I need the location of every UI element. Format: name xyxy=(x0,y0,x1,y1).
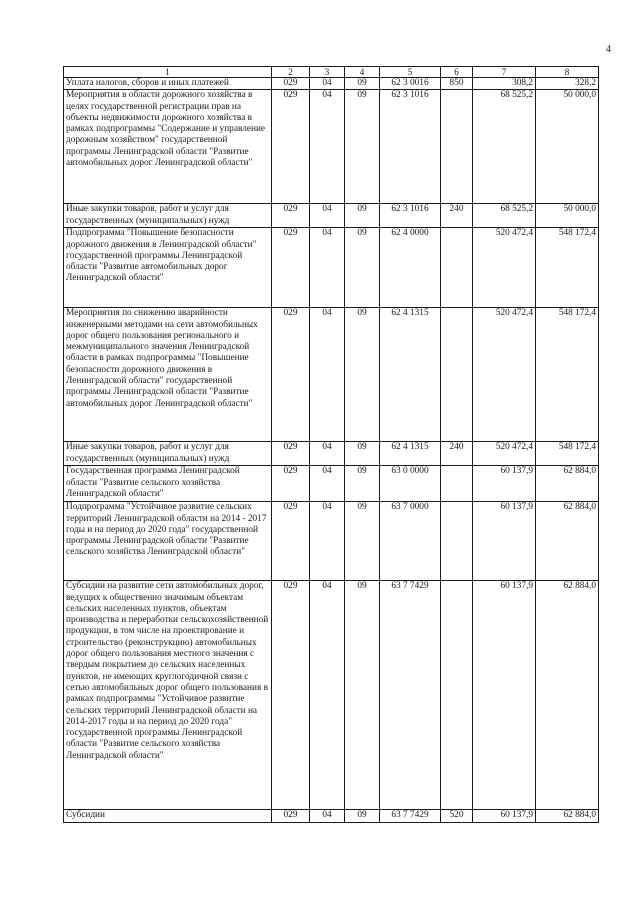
amount-2017: 328,2 xyxy=(536,78,599,90)
subsection-code: 09 xyxy=(345,228,380,308)
amount-2016: 68 525,2 xyxy=(473,90,536,204)
section-code: 04 xyxy=(310,581,345,810)
admin-code: 029 xyxy=(272,308,310,442)
target-code: 63 7 7429 xyxy=(380,810,441,823)
section-code: 04 xyxy=(310,78,345,90)
amount-2016: 520 472,4 xyxy=(473,308,536,442)
target-code: 63 7 7429 xyxy=(380,581,441,810)
column-header: 6 xyxy=(441,67,473,78)
subsection-code: 09 xyxy=(345,502,380,581)
column-number-row xyxy=(64,67,599,78)
table-row xyxy=(64,308,599,442)
row-name: Иные закупки товаров, работ и услуг для государственных (муниципальных) нужд xyxy=(64,204,272,228)
amount-2016: 68 525,2 xyxy=(473,204,536,228)
amount-2016: 308,2 xyxy=(473,78,536,90)
row-name: Мероприятия в области дорожного хозяйства в целях государственной регистрации прав на объекты недвижимости дорожного хозяйства в рамках подпрограммы "Содержание и управление дорожным хозяйством" государственной программы Ленинградской области "Развитие автомобильных дорог Ленинградской области" xyxy=(64,90,272,204)
column-header: 2 xyxy=(272,67,310,78)
amount-2016: 60 137,9 xyxy=(473,502,536,581)
subsection-code: 09 xyxy=(345,810,380,823)
row-name: Иные закупки товаров, работ и услуг для государственных (муниципальных) нужд xyxy=(64,442,272,466)
admin-code: 029 xyxy=(272,90,310,204)
section-code: 04 xyxy=(310,442,345,466)
expense-type-code: 240 xyxy=(441,442,473,466)
section-code: 04 xyxy=(310,204,345,228)
amount-2017: 548 172,4 xyxy=(536,228,599,308)
admin-code: 029 xyxy=(272,810,310,823)
admin-code: 029 xyxy=(272,204,310,228)
expense-type-code: 850 xyxy=(441,78,473,90)
column-header: 3 xyxy=(310,67,345,78)
amount-2017: 62 884,0 xyxy=(536,810,599,823)
admin-code: 029 xyxy=(272,442,310,466)
target-code: 62 3 1016 xyxy=(380,204,441,228)
table-row xyxy=(64,581,599,810)
target-code: 62 3 0016 xyxy=(380,78,441,90)
admin-code: 029 xyxy=(272,78,310,90)
expense-type-code xyxy=(441,466,473,502)
expense-type-code xyxy=(441,581,473,810)
row-name: Государственная программа Ленинградской области "Развитие сельского хозяйства Ленинградской области" xyxy=(64,466,272,502)
subsection-code: 09 xyxy=(345,90,380,204)
amount-2016: 60 137,9 xyxy=(473,581,536,810)
section-code: 04 xyxy=(310,466,345,502)
target-code: 62 4 1315 xyxy=(380,308,441,442)
target-code: 63 7 0000 xyxy=(380,502,441,581)
amount-2017: 548 172,4 xyxy=(536,308,599,442)
section-code: 04 xyxy=(310,90,345,204)
subsection-code: 09 xyxy=(345,308,380,442)
row-name: Подпрограмма "Устойчивое развитие сельских территорий Ленинградской области на 2014 - 2017 годы и на период до 2020 года" государственной программы Ленинградской области "Развитие сельского хозяйства Ленинградской области" xyxy=(64,502,272,581)
table-row xyxy=(64,78,599,90)
target-code: 63 0 0000 xyxy=(380,466,441,502)
column-header: 4 xyxy=(345,67,380,78)
admin-code: 029 xyxy=(272,581,310,810)
amount-2017: 62 884,0 xyxy=(536,502,599,581)
table-row xyxy=(64,466,599,502)
row-name: Уплата налогов, сборов и иных платежей xyxy=(64,78,272,90)
amount-2016: 60 137,9 xyxy=(473,466,536,502)
row-name: Субсидии на развитие сети автомобильных дорог, ведущих к общественно значимым объектам сельских населенных пунктов, объектам производства и переработки сельскохозяйственной продукции, в том числе на проектирование и строительство (реконструкцию) автомобильных дорог общего пользования местного значения с твердым покрытием до сельских населенных пунктов, не имеющих круглогодичной связи с сетью автомобильных дорог общего пользования в рамках подпрограммы "Устойчивое развитие сельских территорий Ленинградской области на 2014-2017 годы и на период до 2020 года" государственной программы Ленинградской области "Развитие сельского хозяйства Ленинградской области" xyxy=(64,581,272,810)
page-number: 4 xyxy=(606,44,611,55)
section-code: 04 xyxy=(310,308,345,442)
column-header: 1 xyxy=(64,67,272,78)
amount-2017: 62 884,0 xyxy=(536,466,599,502)
target-code: 62 4 0000 xyxy=(380,228,441,308)
row-name: Подпрограмма "Повышение безопасности дорожного движения в Ленинградской области" государственной программы Ленинградской области "Развитие автомобильных дорог Ленинградской области" xyxy=(64,228,272,308)
expense-type-code xyxy=(441,502,473,581)
amount-2017: 50 000,0 xyxy=(536,204,599,228)
admin-code: 029 xyxy=(272,228,310,308)
table-row xyxy=(64,442,599,466)
expense-type-code: 520 xyxy=(441,810,473,823)
amount-2017: 62 884,0 xyxy=(536,581,599,810)
amount-2017: 50 000,0 xyxy=(536,90,599,204)
section-code: 04 xyxy=(310,228,345,308)
target-code: 62 4 1315 xyxy=(380,442,441,466)
section-code: 04 xyxy=(310,502,345,581)
table-row xyxy=(64,228,599,308)
amount-2016: 520 472,4 xyxy=(473,442,536,466)
expense-type-code xyxy=(441,308,473,442)
table-row xyxy=(64,90,599,204)
table-row xyxy=(64,204,599,228)
subsection-code: 09 xyxy=(345,78,380,90)
expense-type-code xyxy=(441,90,473,204)
subsection-code: 09 xyxy=(345,581,380,810)
section-code: 04 xyxy=(310,810,345,823)
amount-2016: 60 137,9 xyxy=(473,810,536,823)
column-header: 5 xyxy=(380,67,441,78)
budget-table xyxy=(63,66,599,823)
row-name: Субсидии xyxy=(64,810,272,823)
table-row xyxy=(64,502,599,581)
amount-2017: 548 172,4 xyxy=(536,442,599,466)
table-row xyxy=(64,810,599,823)
subsection-code: 09 xyxy=(345,442,380,466)
admin-code: 029 xyxy=(272,502,310,581)
expense-type-code: 240 xyxy=(441,204,473,228)
row-name: Мероприятия по снижению аварийности инженерными методами на сети автомобильных дорог общего пользования регионального и межмуниципального значения Ленинградской области в рамках подпрограммы "Повышение безопасности дорожного движения в Ленинградской области" государственной программы Ленинградской области "Развитие автомобильных дорог Ленинградской области" xyxy=(64,308,272,442)
target-code: 62 3 1016 xyxy=(380,90,441,204)
admin-code: 029 xyxy=(272,466,310,502)
amount-2016: 520 472,4 xyxy=(473,228,536,308)
column-header: 8 xyxy=(536,67,599,78)
subsection-code: 09 xyxy=(345,466,380,502)
subsection-code: 09 xyxy=(345,204,380,228)
column-header: 7 xyxy=(473,67,536,78)
expense-type-code xyxy=(441,228,473,308)
